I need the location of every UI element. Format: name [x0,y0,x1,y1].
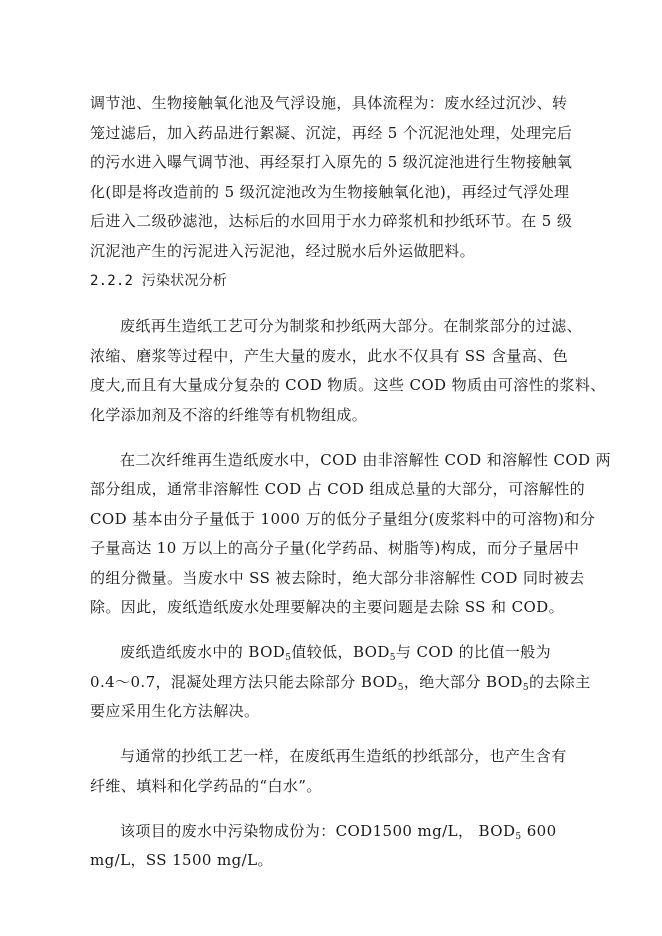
text-line: 纤维、填料和化学药品的“白水”。 [90,777,322,795]
text-line: 后进入二级砂滤池，达标后的水回用于水力碎浆机和抄纸环节。在 5 级 [90,212,573,230]
text-line: 笼过滤后，加入药品进行絮凝、沉淀，再经 5 个沉泥池处理，处理完后 [90,124,573,142]
text-run: ，绝大部分 BOD [403,673,523,691]
text-line: 除。因此，废纸造纸废水处理要解决的主要问题是去除 SS 和 COD。 [90,598,564,616]
text-line: 化学添加剂及不溶的纤维等有机物组成。 [90,406,368,424]
section-heading: 2.2.2 污染状况分析 [90,273,227,289]
text-run: 0.4～0.7，混凝处理方法只能去除部分 BOD [90,673,398,691]
text-line: 沉泥池产生的污泥进入污泥池，经过脱水后外运做肥料。 [90,242,476,260]
text-line: 浓缩、磨浆等过程中，产生大量的废水，此水不仅具有 SS 含量高、色 [90,347,569,365]
text-line: 度大,而且有大量成分复杂的 COD 物质。这些 COD 物质由可溶性的浆料、 [90,376,606,394]
text-line: COD 基本由分子量低于 1000 万的低分子量组分(废浆料中的可溶物)和分 [90,510,596,528]
text-run: 废纸造纸废水中的 BOD [120,643,286,661]
text-line: 子量高达 10 万以上的高分子量(化学药品、树脂等)构成，而分子量居中 [90,539,580,557]
text-line: 调节池、生物接触氧化池及气浮设施，具体流程为：废水经过沉沙、转 [90,94,568,112]
subscript: 5 [285,653,292,663]
text-run: 的去除主 [529,673,591,691]
text-line [120,642,551,662]
text-line: 在二次纤维再生造纸废水中，COD 由非溶解性 COD 和溶解性 COD 两 [120,451,612,469]
text-line: mg/L，SS 1500 mg/L。 [90,851,273,869]
text-line: 要应采用生化方法解决。 [90,702,260,720]
text-line [90,672,591,692]
subscript: 5 [522,683,529,693]
text-run: 值较低，BOD [291,643,390,661]
text-line: 的组分微量。当废水中 SS 被去除时，绝大部分非溶解性 COD 同时被去 [90,569,585,587]
text-run: 与 COD 的比值一般为 [395,643,552,661]
text-line: 部分组成，通常非溶解性 COD 占 COD 组成总量的大部分，可溶解性的 [90,480,586,498]
subscript: 5 [389,653,396,663]
text-run: 600 [521,822,557,840]
subscript: 5 [515,832,522,842]
text-line [120,821,557,841]
text-line: 化(即是将改造前的 5 级沉淀池改为生物接触氧化池)，再经过气浮处理 [90,183,570,201]
text-line: 废纸再生造纸工艺可分为制浆和抄纸两大部分。在制浆部分的过滤、 [120,317,583,335]
subscript: 5 [397,683,404,693]
text-line: 与通常的抄纸工艺一样，在废纸再生造纸的抄纸部分，也产生含有 [120,747,567,765]
text-line: 的污水进入曝气调节池、再经泵打入原先的 5 级沉淀池进行生物接触氧 [90,153,573,171]
text-run: 该项目的废水中污染物成份为：COD1500 mg/L， BOD [120,822,516,840]
